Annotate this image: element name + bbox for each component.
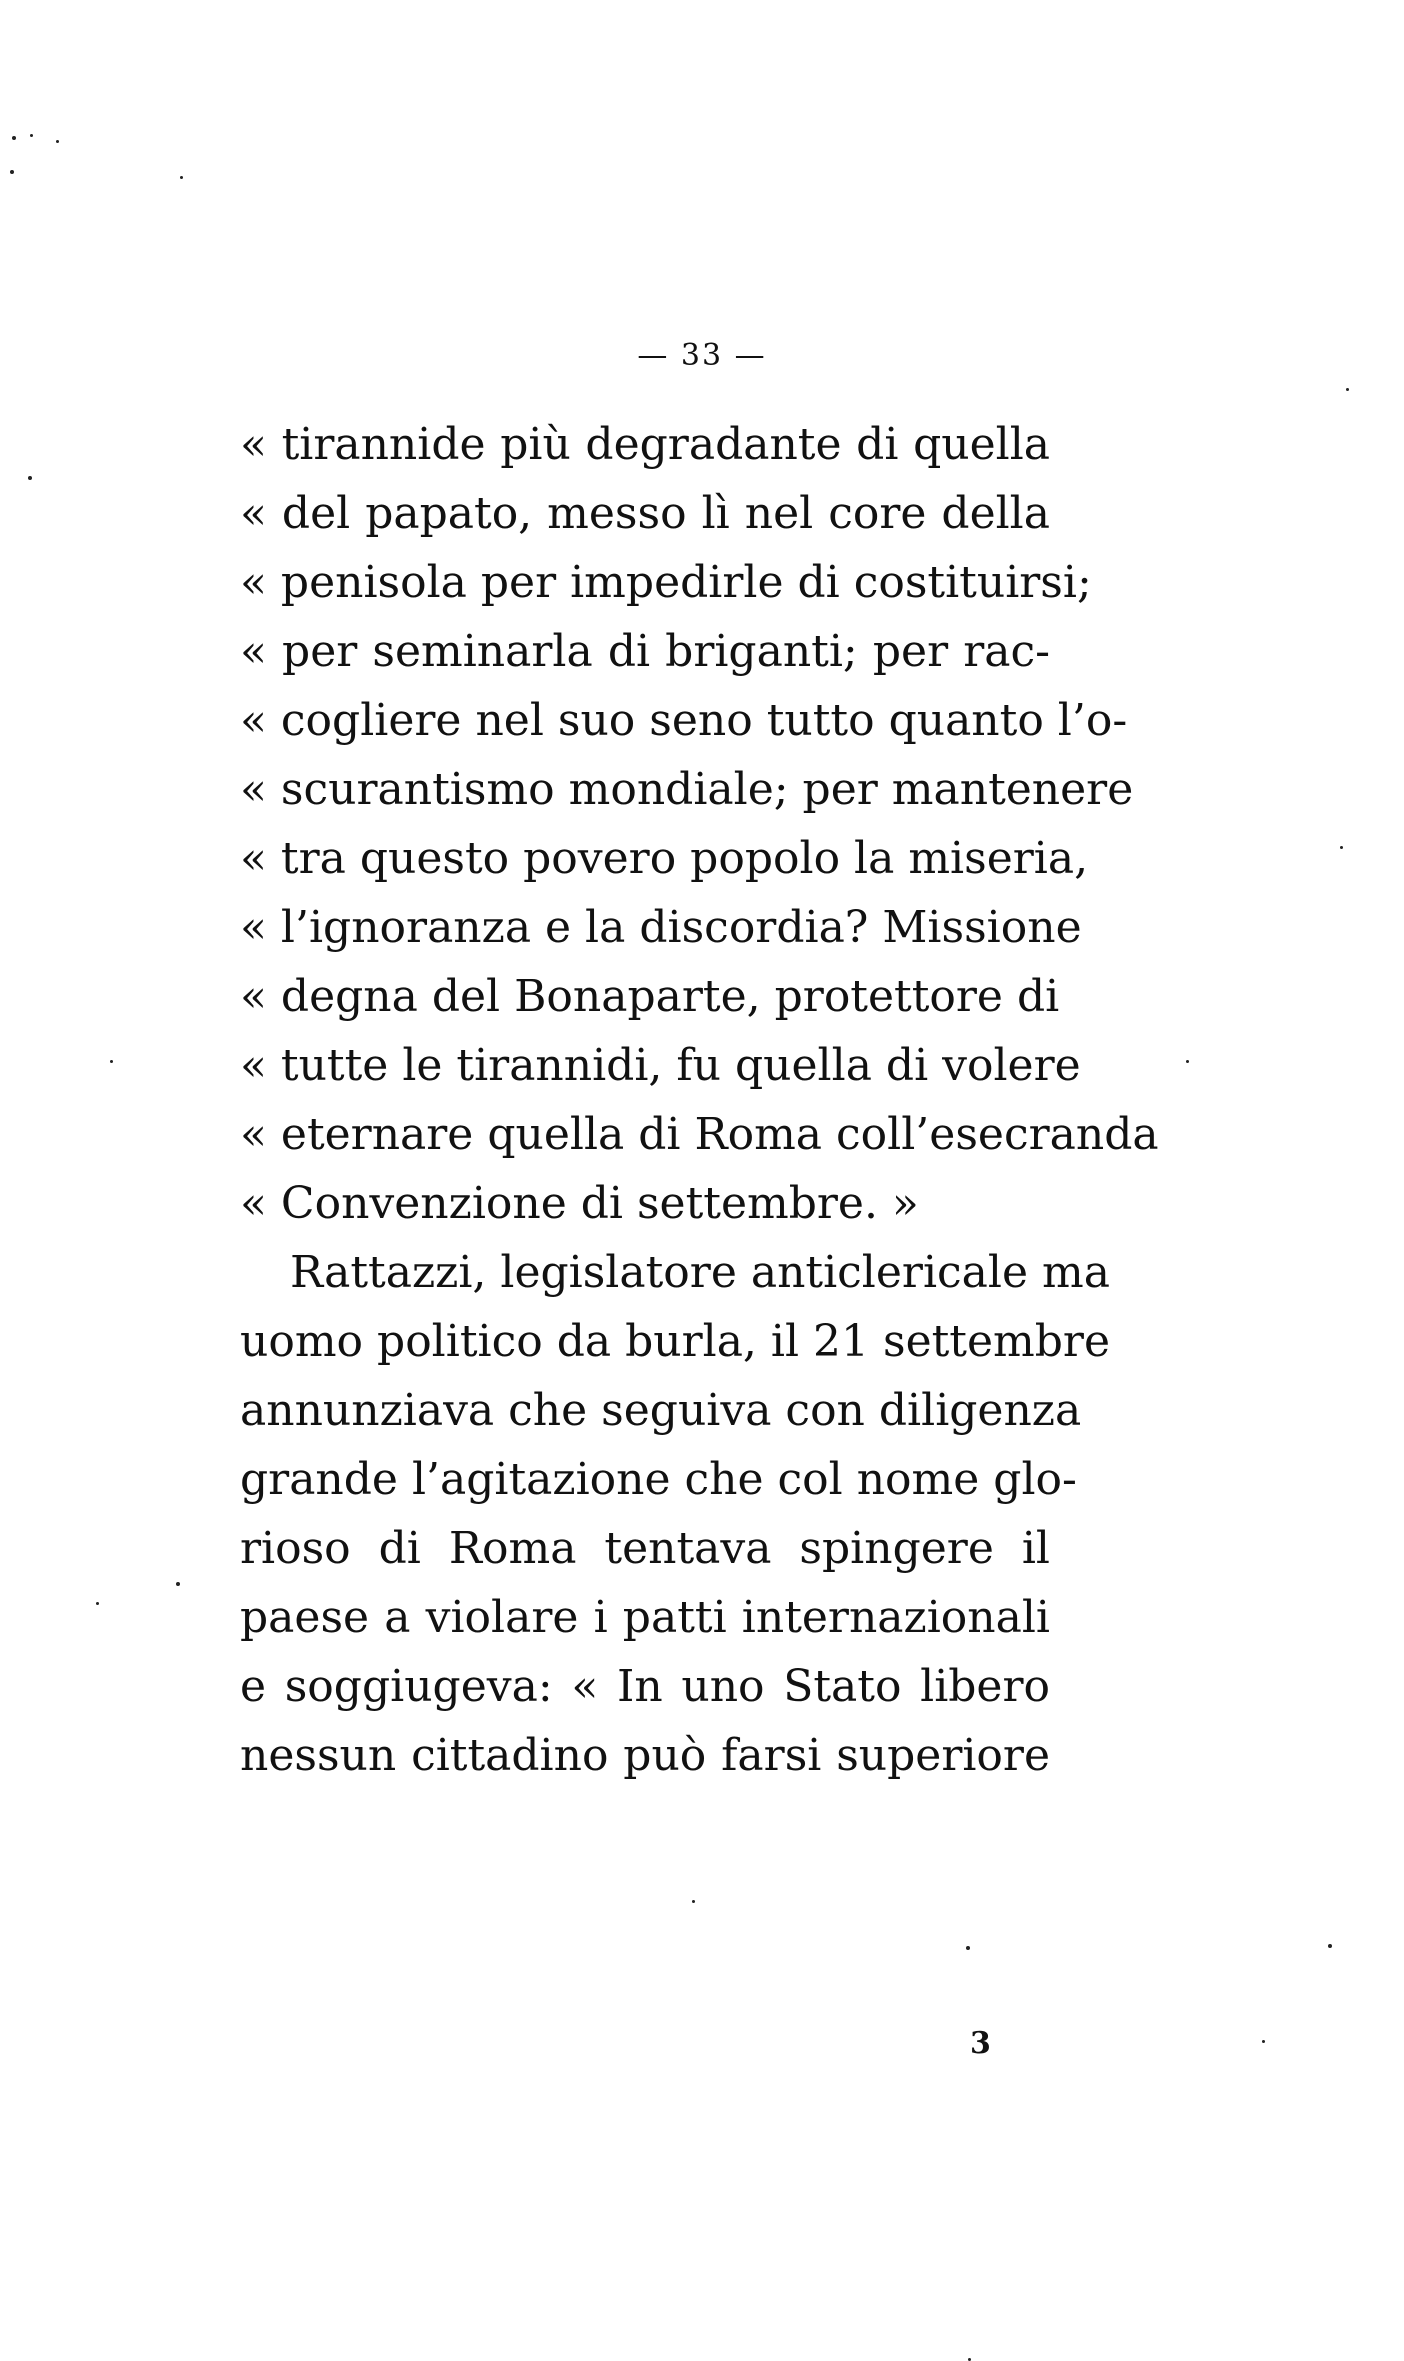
text-line: « tirannide più degradante di quella xyxy=(240,419,1050,470)
scan-speck xyxy=(56,140,59,143)
scan-speck xyxy=(1340,846,1343,849)
scan-speck xyxy=(12,136,16,140)
text-line: « degna del Bonaparte, protettore di xyxy=(240,971,1060,1022)
text-line: e soggiugeva: « In uno Stato libero xyxy=(240,1661,1050,1712)
scan-speck xyxy=(180,176,183,179)
scan-speck xyxy=(10,170,14,174)
text-line: uomo politico da burla, il 21 settembre xyxy=(240,1316,1110,1367)
text-line: nessun cittadino può farsi superiore xyxy=(240,1730,1050,1781)
page-number: — 33 — xyxy=(637,338,767,373)
text-line: « eternare quella di Roma coll’esecranda xyxy=(240,1109,1159,1160)
text-line: grande l’agitazione che col nome glo- xyxy=(240,1454,1077,1505)
scan-speck xyxy=(692,1900,695,1903)
paragraph-first-line: Rattazzi, legislatore anticlericale ma xyxy=(290,1247,1110,1298)
text-line: rioso di Roma tentava spingere il xyxy=(240,1523,1050,1574)
text-line: « cogliere nel suo seno tutto quanto l’o- xyxy=(240,695,1128,746)
scan-speck xyxy=(30,134,33,137)
text-line: « tra questo povero popolo la miseria, xyxy=(240,833,1089,884)
scan-speck xyxy=(28,476,32,480)
scan-speck xyxy=(1346,388,1349,391)
printer-signature-mark: 3 xyxy=(970,2026,991,2061)
scan-speck xyxy=(1328,1944,1332,1948)
scan-speck xyxy=(1186,1060,1189,1063)
scan-speck xyxy=(176,1582,180,1586)
text-line: « Convenzione di settembre. » xyxy=(240,1178,919,1229)
scan-speck xyxy=(110,1060,113,1063)
text-line: paese a violare i patti internazionali xyxy=(240,1592,1050,1643)
text-line: « l’ignoranza e la discordia? Missione xyxy=(240,902,1082,953)
scan-speck xyxy=(96,1602,99,1605)
text-line: « penisola per impedirle di costituirsi; xyxy=(240,557,1092,608)
text-line: « scurantismo mondiale; per mantenere xyxy=(240,764,1134,815)
scan-speck xyxy=(966,1946,970,1950)
text-line: annunziava che seguiva con diligenza xyxy=(240,1385,1082,1436)
scan-speck xyxy=(1262,2040,1265,2043)
text-line: « tutte le tirannidi, fu quella di volere xyxy=(240,1040,1081,1091)
body-text xyxy=(240,410,1159,1790)
text-line: « del papato, messo lì nel core della xyxy=(240,488,1050,539)
text-line: « per seminarla di briganti; per rac- xyxy=(240,626,1050,677)
